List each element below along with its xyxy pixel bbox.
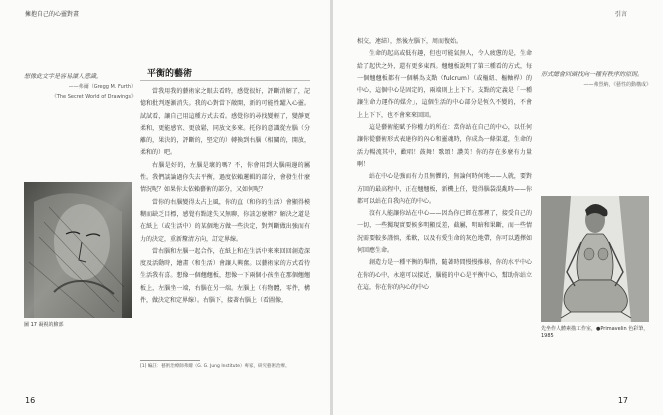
left-body-text	[140, 86, 310, 350]
seated-figure-sketch	[541, 196, 649, 322]
paragraph: 創造力是一種平衡的舉措，隨著時間慢慢推移，你的水平中心在你的心中，永遠可以接近，腦能的中心是平衡中心，幫助你站立在這，你在你的內心的中心	[357, 259, 532, 291]
left-running-header: 擁抱自己的心靈對畫	[25, 11, 80, 18]
paragraph: 生命的起高或低有趣，但也可能氣無人，令人疲憊的是，生命給了起伏之外，還有更多東西。翹翹板說明了第三種看的方式，每一個翹翹板都有一個稱為支點（fulcrum）（或樞紐、樞軸桿）的中心，這個中心是固定的，兩端則上上下下。支點的定義是「一種讓生命力運作的媒介」，這個生活的中心部分是恆久不變的，不會上上下下，也不會來來回回。	[357, 50, 532, 119]
left-epigraph-text: 想像此文字是容易讓人意識，	[24, 73, 103, 80]
paragraph: 相交，連結），然後左腦下，周而復始。	[357, 38, 463, 45]
title-rule	[140, 80, 310, 81]
right-epigraph-attribution: ——弗烈納，《藝性的動構成》	[583, 82, 651, 88]
paragraph: 當我用我的藝術家之眼去看時，感覺很好，評斷消解了，記憶和批判逐漸消失。我的心對當下敞開，新的可能性躍入心靈。試試看，讓自己用這種方式去看。感覺你的尋找變輕了，變靜更柔和，更能感官、更放鬆，同放文多來。托你的意識從左腦（分離的，果決的，評斷的，堅定的）轉換到右腦（相關的，開放，柔和的）吧。	[140, 88, 310, 157]
footnote-rule	[140, 360, 200, 361]
section-title: 平衡的藝術	[147, 69, 193, 79]
right-running-header: 引言	[614, 11, 627, 18]
right-epigraph-text: 形式總會回頭找向一種有秩序的原則。	[541, 71, 644, 78]
right-page	[333, 0, 663, 415]
seated-figure-illustration	[541, 196, 649, 322]
right-figure-caption: 先坐作人體素描工作室，●Primavelin 色彩筆，1985	[541, 326, 649, 339]
right-epigraph	[541, 70, 651, 90]
paragraph: 當右腦和左腦一起合作，在紙上和在生活中來來回回創造深度及活動時，繪畫（和生活）會讓人興奮。以藝術家的方式看待生活我有喜。想像一個翹翹板，想像一下兩個小孩坐在那個翹翹板上，左腦坐一端，右腦在另一端。左腦上（有物體，零件，構件，做決定和定界線）。右腦下，接著右腦上（看圖像，	[140, 247, 310, 305]
footnote: [1] 編註：藝術治療師弗爾（G. G. Jung Institute）專家，研究藝術治療。	[140, 364, 290, 369]
right-body-text	[357, 36, 532, 376]
paragraph: 站在中心是強而有力且無懼的，無論何時何地——人就，要對方回的最高程中，正在翹翹板，新機上任，覺得腦袋混亂時——你都可以站在自我內在的中心。	[357, 173, 532, 205]
left-page-number: 16	[25, 396, 36, 405]
left-epigraph	[24, 72, 136, 102]
face-sketch-illustration	[24, 182, 132, 318]
paragraph: 當你的右腦變得太占上風，你的直（和你的生活）會顯得模糊而缺乏目標，感覺有點迷失又無聊，你該怎麼辦？解決之道是在紙上（或生活中）的某個地方做一些決定，對判斷做出強而有力的決定，重新釐清方向，訂定界線。	[140, 198, 310, 243]
face-sketch-figure	[24, 182, 132, 318]
paragraph: 這是藝術能賦予你權力的所在：當你站在自己的中心，以任何讓你從藝術形式表達你的內心和靈魂時，你成為一條渠道，生命的活力暢流其中，歡唱！鼓舞！歌頌！讚美！你的存在多麼有力量啊！	[357, 124, 532, 168]
paragraph: 沒有人能讓你站在中心——因為你已經在那裡了，接受自己的一切，一些獨現實要候多明顯反差，截屬，明暗和果斷，而一些情況需要較多謹慎，柔軟，以及有愛生命的灰色地帶，你可以選擇如何回應生命。	[357, 210, 532, 255]
left-figure-caption: 圖 17 凝視的臉部	[24, 322, 64, 328]
left-epigraph-source: 《The Secret World of Drawings》	[51, 94, 136, 100]
left-page	[0, 0, 330, 415]
right-page-number: 17	[617, 396, 628, 405]
paragraph: 右腦是好的，左腦是壞的嗎？不，你會用到大腦兩邊的屬性。我們談論過你失去平衡，過度依賴邏輯的部分，會發生什麼情況呢？如果你太依賴藝術的部分，又如何呢？	[140, 161, 310, 194]
left-epigraph-attribution: ——弗爾（Gregg M. Furth）	[68, 84, 136, 90]
